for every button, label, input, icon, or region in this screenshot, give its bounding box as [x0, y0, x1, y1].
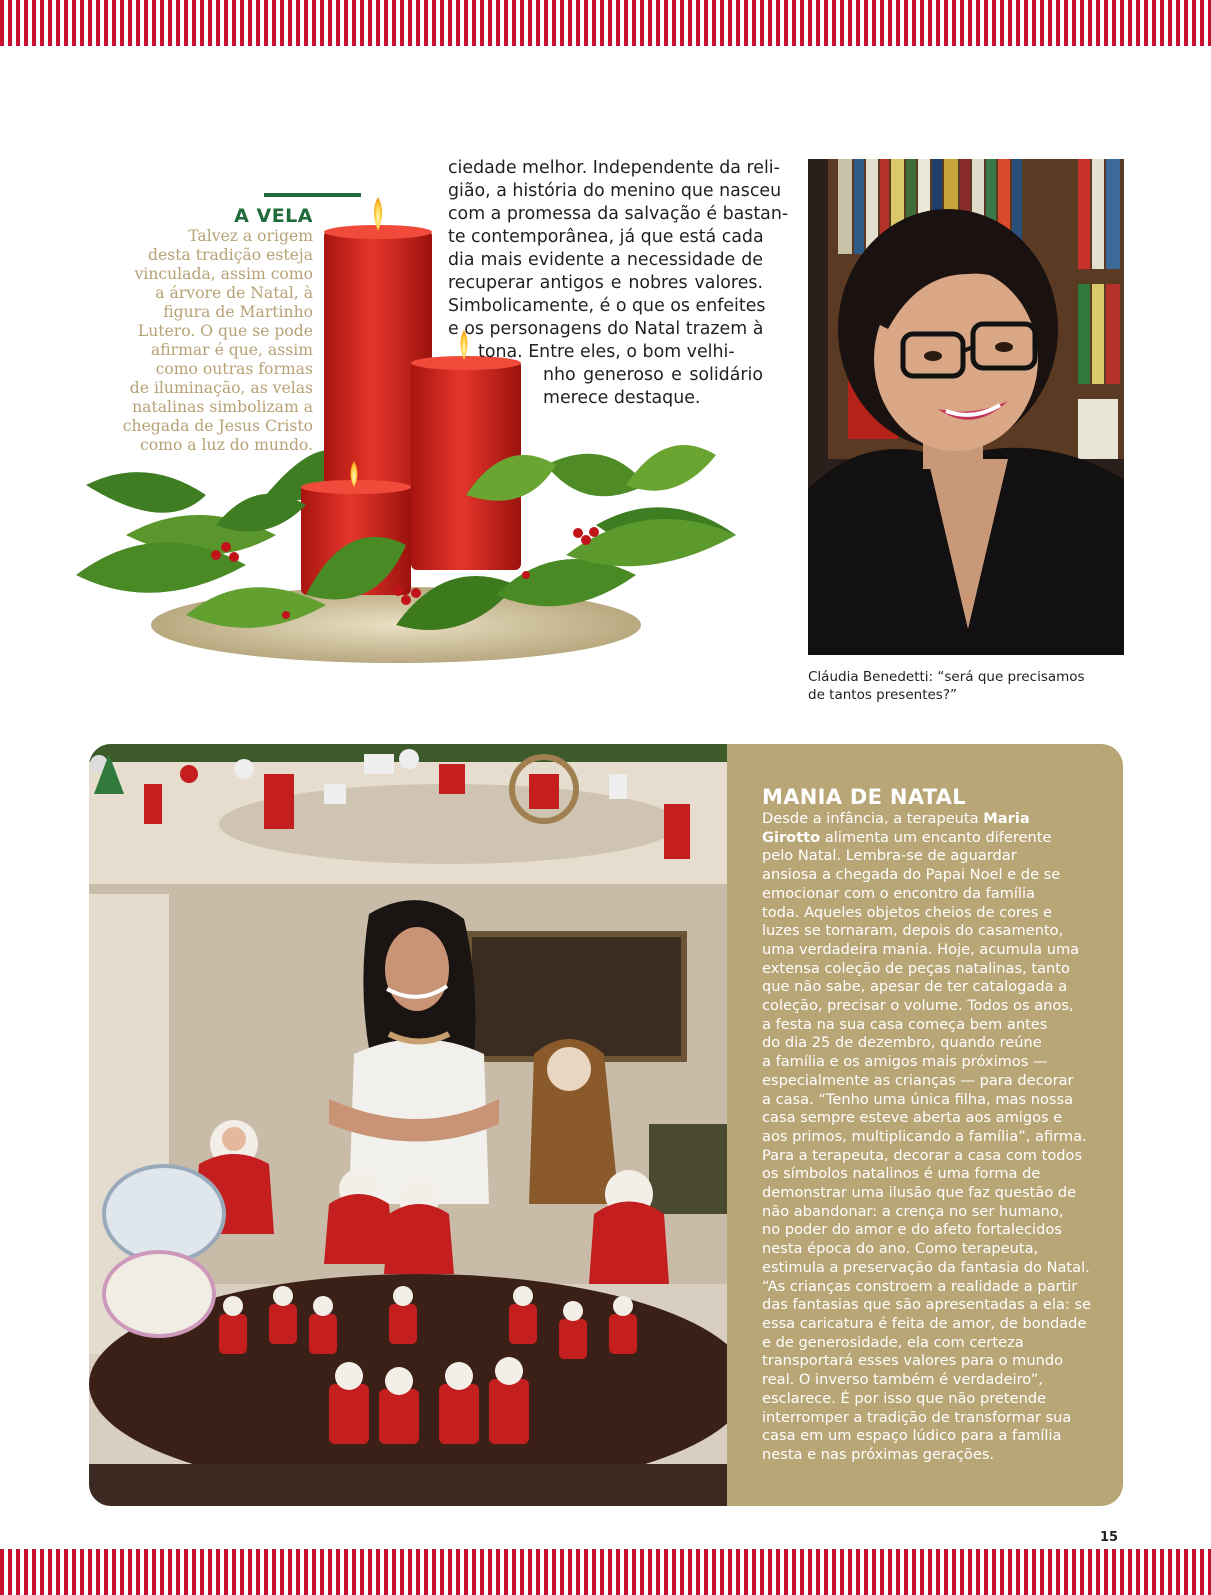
article-column-text: ciedade melhor. Independente da reli- gião, a história do menino que nasceu com a promessa da salvação é bastan- te contemporânea, já que está cada dia mais evidente a necessidade de recuperar antigos e nobres valores. Simbolicamente, é o que os enfeites e os personagens do Natal trazem à tona. Entre eles, o bom velhi- nho generoso e solidário merece destaque. [448, 158, 789, 408]
vela-title: A VELA [234, 205, 313, 227]
vela-text: Talvez a origem desta tradição esteja vinculada, assim como a árvore de Natal, à figura de Martinho Lutero. O que se pode afirmar é que, assim como outras formas de iluminação, as velas natalinas simbolizam a chegada de Jesus Cristo como a luz do mundo. [122, 227, 313, 454]
person-name-last: Girotto [762, 828, 821, 846]
claudia-benedetti-portrait [808, 159, 1124, 655]
christmas-collection-photo [89, 744, 727, 1506]
portrait-caption: Cláudia Benedetti: “será que precisamos de tantos presentes?” [808, 669, 1085, 703]
mania-text: Desde a infância, a terapeuta Maria Girotto alimenta um encanto diferente pelo Natal. Lembra-se de aguardar ansiosa a chegada do Papai Noel e de se emocionar com o encontro da família toda. Aqueles objetos cheios de cores e luzes se tornaram, depois do casamento, uma verdadeira mania. Hoje, acumula uma extensa coleção de peças natalinas, tanto que não sabe, apesar de ter catalogada a coleção, precisar o volume. Todos os anos, a festa na sua casa começa bem antes do dia 25 de dezembro, quando reúne a família e os amigos mais próximos — especialmente as crianças — para decorar a casa. “Tenho uma única filha, mas nossa casa sempre esteve aberta aos amigos e aos primos, multiplicando a família”, afirma. Para a terapeuta, decorar a casa com todos os símbolos natalinos é uma forma de demonstrar uma ilusão que faz questão de não abandonar: a crença no ser humano, no poder do amor e do afeto fortalecidos nesta época do ano. Como terapeuta, estimula a preservação da fantasia do Natal. “As crianças constroem a realidade a partir das fantasias que são apresentadas a ela: se essa caricatura é feita de amor, de bondade e de generosidade, ela com certeza transportará esses valores para o mundo real. O inverso também é verdadeiro”, esclarece. É por isso que não pretende interromper a tradição de transformar sua casa em um espaço lúdico para a família nesta e nas próximas gerações. [762, 810, 1092, 1463]
person-name-first: Maria [983, 810, 1030, 827]
vela-title-rule [264, 193, 361, 197]
bottom-stripe-border [0, 1549, 1211, 1595]
page-number: 15 [1100, 1530, 1119, 1545]
mania-title: MANIA DE NATAL [762, 785, 966, 809]
top-stripe-border [0, 0, 1211, 46]
